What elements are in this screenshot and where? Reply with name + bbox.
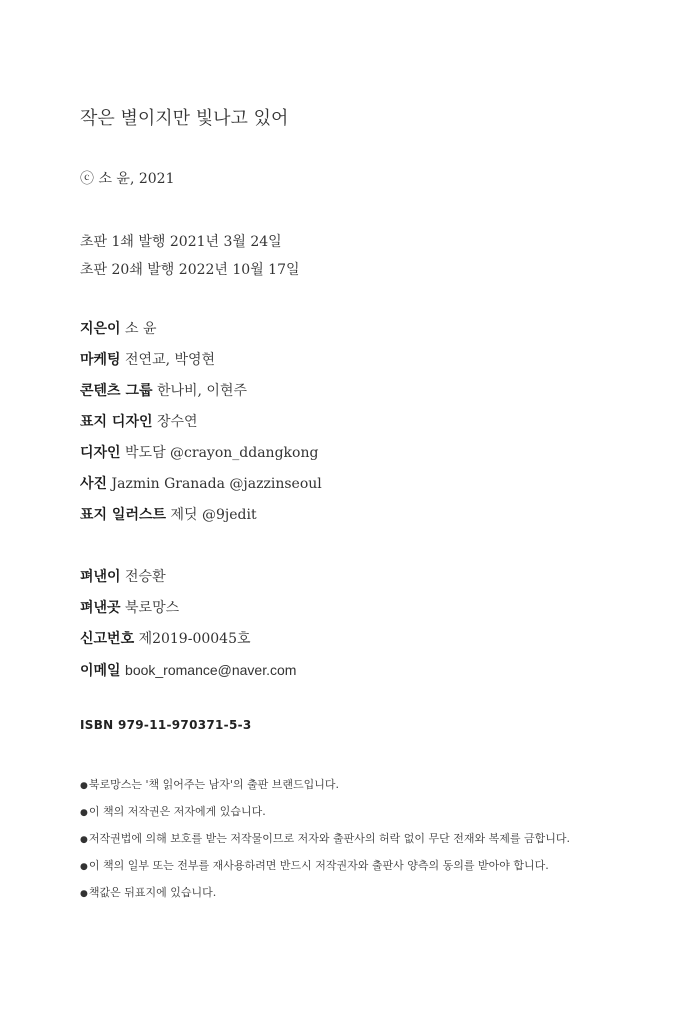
note-item: ●이 책의 일부 또는 전부를 재사용하려면 반드시 저작권자와 출판사 양측의 동의를 받아야 합니다. [80, 859, 549, 872]
legal-notes [80, 772, 600, 907]
edition-history [80, 228, 300, 284]
credit-label: 콘텐츠 그룹 [80, 383, 153, 399]
credit-label: 사진 [80, 476, 108, 492]
registration-number-row [80, 624, 296, 655]
credit-value: 전연교, 박영현 [125, 352, 216, 368]
note-item: ●북로망스는 '책 읽어주는 남자'의 출판 브랜드입니다. [80, 778, 340, 791]
credit-marketing [80, 345, 322, 376]
publisher-value: 제2019-00045호 [138, 631, 251, 647]
credit-label: 표지 디자인 [80, 414, 153, 430]
credit-cover-illustration [80, 500, 322, 531]
copyright-line: ⓒ 소 윤, 2021 [80, 171, 175, 187]
credit-value: 박도담 @crayon_ddangkong [125, 445, 319, 461]
bullet-icon: ● [80, 889, 88, 899]
credit-design [80, 438, 322, 469]
credit-author [80, 314, 322, 345]
publisher-name-row [80, 562, 296, 593]
credit-value: 장수연 [156, 414, 198, 430]
publisher-value: 북로망스 [125, 600, 180, 616]
first-edition-line: 초판 1쇄 발행 2021년 3월 24일 [80, 234, 282, 250]
note-item: ●책값은 뒤표지에 있습니다. [80, 886, 217, 899]
credit-cover-design [80, 407, 322, 438]
publisher-label: 펴낸이 [80, 569, 121, 585]
isbn: ISBN 979-11-970371-5-3 [80, 718, 252, 732]
publishing-house-row [80, 593, 296, 624]
credit-label: 디자인 [80, 445, 121, 461]
publisher-value: 전승환 [125, 569, 166, 585]
bullet-icon: ● [80, 808, 88, 818]
credit-value: 한나비, 이현주 [156, 383, 247, 399]
email-value: book_romance@naver.com [125, 662, 297, 678]
credit-value: 소 윤 [125, 321, 157, 337]
publisher-label: 신고번호 [80, 631, 135, 647]
publisher-label: 펴낸곳 [80, 600, 121, 616]
note-item: ●이 책의 저작권은 저자에게 있습니다. [80, 805, 266, 818]
email-row [80, 655, 296, 687]
credit-value: Jazmin Granada @jazzinseoul [111, 476, 322, 492]
credit-label: 표지 일러스트 [80, 507, 167, 523]
credits-list [80, 314, 322, 531]
credit-content-group [80, 376, 322, 407]
latest-edition-line: 초판 20쇄 발행 2022년 10월 17일 [80, 262, 300, 278]
credit-value: 제딧 @9jedit [170, 507, 257, 523]
bullet-icon: ● [80, 835, 88, 845]
credit-label: 지은이 [80, 321, 121, 337]
book-title: 작은 별이지만 빛나고 있어 [80, 108, 289, 129]
publisher-label: 이메일 [80, 663, 121, 679]
bullet-icon: ● [80, 862, 88, 872]
note-item: ●저작권법에 의해 보호를 받는 저작물이므로 저자와 출판사의 허락 없이 무단 전재와 복제를 금합니다. [80, 832, 570, 845]
publisher-info [80, 562, 296, 687]
credit-label: 마케팅 [80, 352, 121, 368]
bullet-icon: ● [80, 781, 88, 791]
credit-photo [80, 469, 322, 500]
